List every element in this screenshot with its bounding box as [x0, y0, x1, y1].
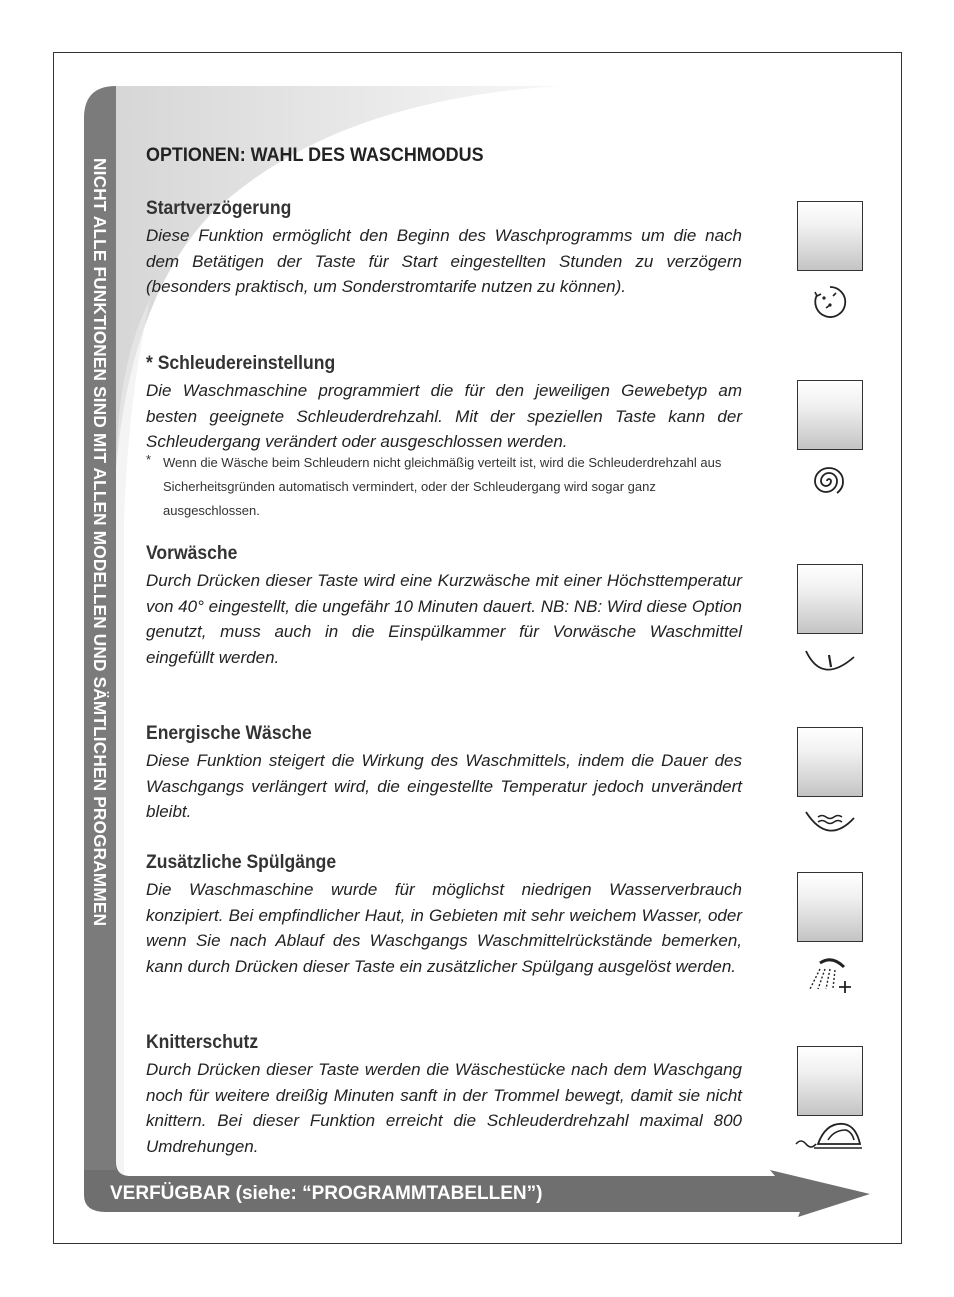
anti-crease-iron-icon	[794, 1118, 864, 1152]
section-schleudereinstellung	[146, 352, 742, 523]
prewash-tub-icon	[802, 645, 858, 681]
section-body: Diese Funktion steigert die Wirkung des Waschmittels, indem die Dauer des Waschgangs verlängert wird, die eingestellte Temperatur jedoch unverändert bleibt.	[146, 751, 742, 821]
section-body: Die Waschmaschine programmiert die für den jeweiligen Gewebetyp am besten geeignete Schleuderdrehzahl. Mit der speziellen Taste kann der Schleudergang verändert oder ausgeschlossen werden.	[146, 381, 742, 451]
section-vorwaesche	[146, 542, 742, 670]
section-heading: Vorwäsche	[146, 542, 238, 564]
section-body: Durch Drücken dieser Taste werden die Wäschestücke nach dem Waschgang noch für weitere dreißig Minuten sanft in der Trommel bewegt, damit sie nicht knittern. Bei dieser Funktion erreicht die Schleuderdrehzahl maximal 800 Umdrehungen.	[146, 1060, 742, 1156]
intensive-wash-icon	[802, 806, 858, 840]
section-body: Diese Funktion ermöglicht den Beginn des Waschprogramms um die nach dem Betätigen der Taste für Start eingestellten Stunden zu verzögern (besonders praktisch, um Sonderstromtarife nutzen zu können).	[146, 226, 742, 296]
spin-spiral-icon	[807, 463, 853, 499]
section-knitterschutz	[146, 1031, 742, 1159]
extra-rinse-shower-icon	[806, 955, 854, 995]
extra-rinse-button[interactable]	[797, 872, 863, 942]
side-vertical-label: NICHT ALLE FUNKTIONEN SIND MIT ALLEN MODELLEN UND SÄMTLICHEN PROGRAMMEN	[90, 158, 110, 927]
anti-crease-button[interactable]	[797, 1046, 863, 1116]
section-heading: Energische Wäsche	[146, 722, 312, 744]
section-heading: Startverzögerung	[146, 197, 292, 219]
delay-start-button[interactable]	[797, 201, 863, 271]
bottom-label: VERFÜGBAR (siehe: “PROGRAMMTABELLEN”)	[110, 1183, 543, 1204]
section-energische-waesche	[146, 722, 742, 825]
section-body: Die Waschmaschine wurde für möglichst niedrigen Wasserverbrauch konzipiert. Bei empfindlicher Haut, in Gebieten mit sehr weichem Wasser, oder wenn Sie nach Ablauf des Waschgangs Waschmittelrückstände bemerken, kann durch Drücken dieser Taste ein zusätzlicher Spülgang ausgelöst werden.	[146, 880, 742, 976]
intensive-wash-button[interactable]	[797, 727, 863, 797]
section-heading: * Schleudereinstellung	[146, 352, 336, 374]
section-startverzoegerung	[146, 197, 742, 300]
page-title: OPTIONEN: WAHL DES WASCHMODUS	[146, 144, 484, 166]
prewash-button[interactable]	[797, 564, 863, 634]
footnote	[146, 451, 742, 523]
section-heading: Knitterschutz	[146, 1031, 259, 1053]
footnote-text: Wenn die Wäsche beim Schleudern nicht gleichmäßig verteilt ist, wird die Schleuderdrehzahl aus Sicherheitsgründen automatisch vermindert, oder der Schleudergang wird sogar ganz ausgeschlossen.	[163, 454, 722, 518]
section-body: Durch Drücken dieser Taste wird eine Kurzwäsche mit einer Höchsttemperatur von 40° eingestellt, die ungefähr 10 Minuten dauert. NB: NB: Wird diese Option genutzt, muss auch in die Einspülkammer für Vorwäsche Waschmittel eingefüllt werden.	[146, 571, 742, 667]
delay-clock-icon	[812, 284, 848, 320]
spin-adjust-button[interactable]	[797, 380, 863, 450]
footnote-mark: *	[146, 451, 152, 467]
section-heading: Zusätzliche Spülgänge	[146, 851, 337, 873]
section-zusaetzliche-spuelgaenge	[146, 851, 742, 979]
